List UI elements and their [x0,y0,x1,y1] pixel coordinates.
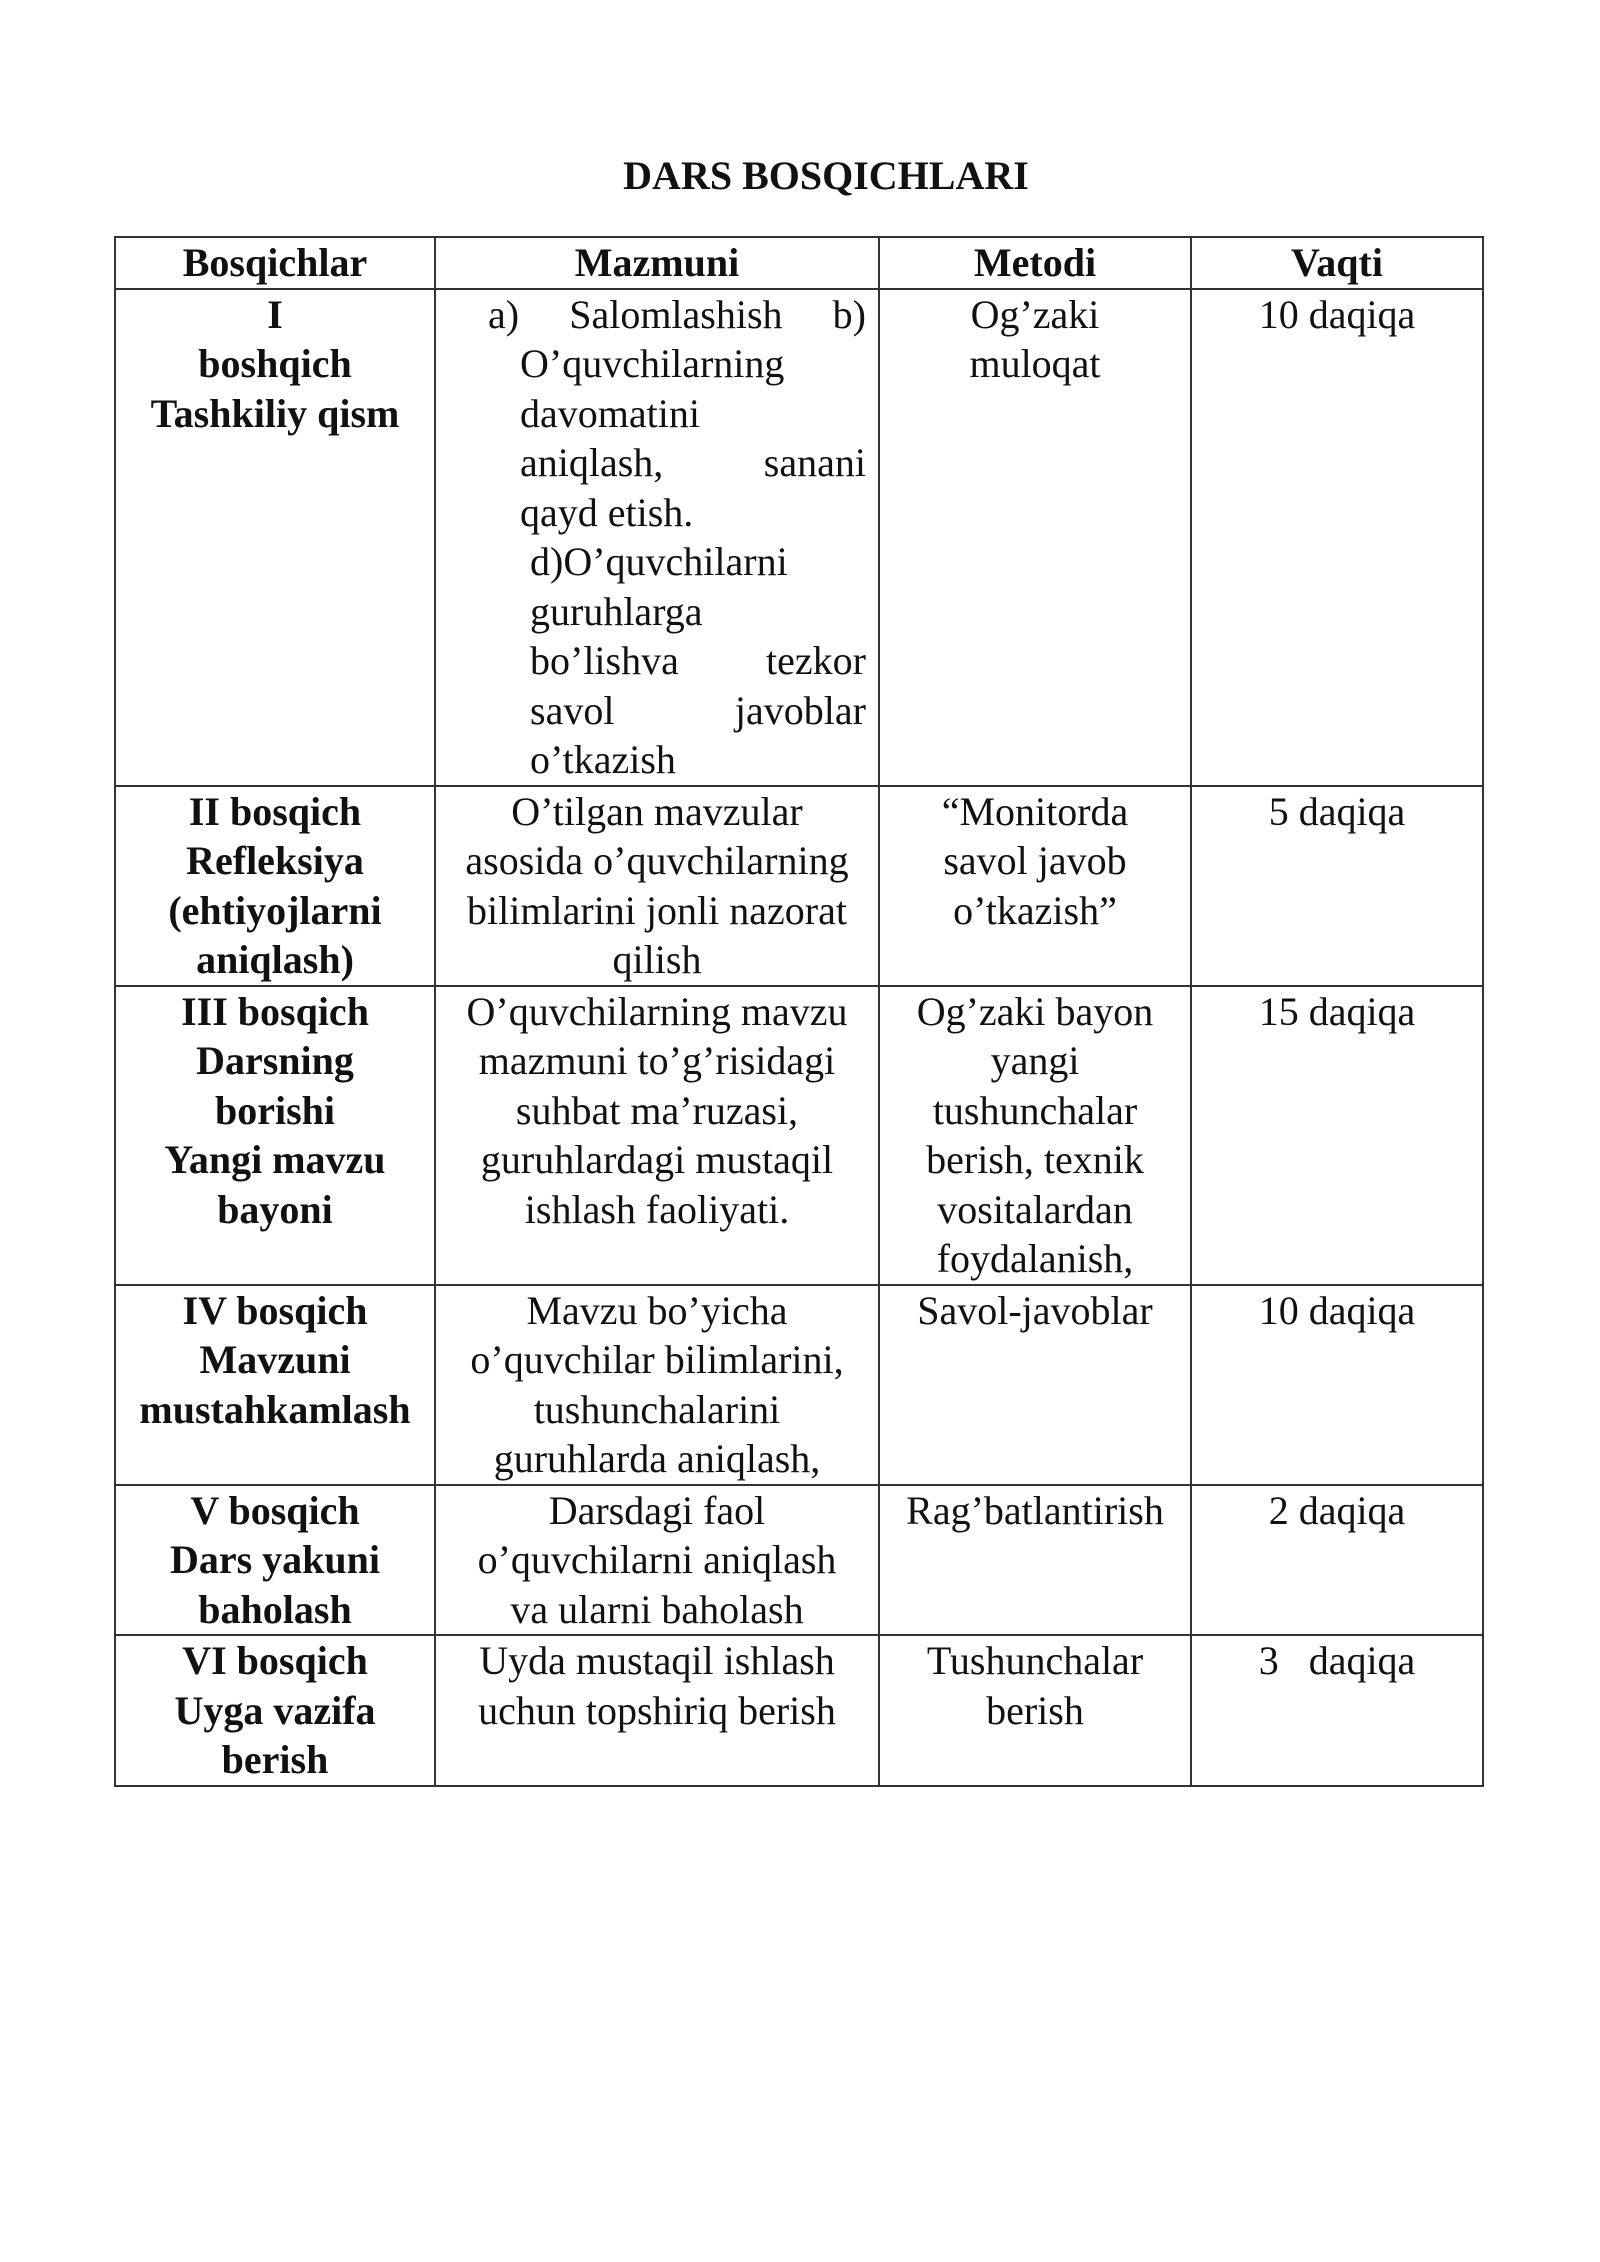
header-method: Metodi [879,237,1191,289]
stage-cell [115,1285,435,1485]
content-line: guruhlardagi mustaqil [480,1137,834,1182]
stage-line: III bosqich [181,988,369,1034]
content-line: bilimlarini jonli nazorat [467,887,847,933]
content-cell [435,1285,879,1485]
content-line: mazmuni to’g’risidagi [478,1038,836,1083]
method-cell [879,1635,1191,1786]
list-marker-a: a) [488,291,520,337]
table-header-row [115,237,1483,289]
content-line: qilish [612,937,702,982]
stage-line: Darsning [196,1038,354,1083]
content-line: O’tilgan mavzular [511,788,803,834]
header-time: Vaqti [1191,237,1483,289]
time-cell: 10 daqiqa [1191,1285,1483,1485]
content-line: Uyda mustaqil ishlash [479,1638,835,1683]
content-line: aniqlash, sanani [520,440,866,485]
stage-cell [115,1635,435,1786]
content-line: qayd etish. [520,489,694,535]
stage-cell [115,986,435,1285]
content-line: uchun topshiriq berish [478,1687,836,1733]
stage-cell [115,289,435,786]
content-cell [435,1635,879,1786]
method-line: Savol-javoblar [917,1287,1153,1333]
header-content: Mazmuni [435,237,879,289]
table-row [115,1485,1483,1636]
method-line: yangi [990,1038,1080,1083]
content-line: guruhlarga [530,588,703,634]
content-line: asosida o’quvchilarning [465,838,849,883]
stage-line: Yangi mavzu [164,1137,386,1182]
content-line: o’tkazish [530,737,676,782]
content-line: O’quvchilarning mavzu [466,988,848,1034]
content-cell [435,1485,879,1636]
method-cell [879,289,1191,786]
method-cell [879,986,1191,1285]
content-line: O’quvchilarning [520,341,785,386]
time-cell: 2 daqiqa [1191,1485,1483,1636]
stage-line: V bosqich [190,1487,360,1533]
stage-cell [115,1485,435,1636]
content-line: bo’lishva tezkor [530,638,866,683]
method-line: foydalanish, [936,1236,1134,1281]
content-line: d)O’quvchilarni [530,539,788,584]
page-title: DARS BOSQICHLARI [623,153,1029,198]
table-row [115,786,1483,986]
method-line: Og’zaki bayon [916,988,1154,1034]
method-line: tushunchalar [932,1087,1138,1133]
stage-line: II bosqich [188,788,362,834]
method-line: savol javob [943,838,1127,883]
method-line: Tushunchalar [926,1638,1144,1683]
method-line: “Monitorda [941,788,1129,834]
stage-line: aniqlash) [196,937,354,982]
content-line: va ularni baholash [510,1586,804,1632]
content-line: guruhlarda aniqlash, [493,1436,821,1481]
content-line: suhbat ma’ruzasi, [515,1087,799,1133]
content-line: o’quvchilarni aniqlash [477,1537,837,1582]
method-line: berish [986,1687,1084,1733]
content-line: savol javoblar [530,687,866,733]
header-stages: Bosqichlar [115,237,435,289]
table-row [115,986,1483,1285]
stage-line: borishi [214,1087,336,1133]
content-line: davomatini [520,390,700,436]
content-cell [435,786,879,986]
table-row [115,1285,1483,1485]
stage-line: bayoni [217,1186,333,1232]
method-cell [879,786,1191,986]
stage-line: boshqich [198,341,352,386]
stage-line: I [267,291,283,337]
stage-line: (ehtiyojlarni [168,887,382,933]
content-line: o’quvchilar bilimlarini, [470,1337,844,1382]
method-cell [879,1485,1191,1636]
stage-line: baholash [198,1586,352,1632]
time-cell: 5 daqiqa [1191,786,1483,986]
content-line: Darsdagi faol [548,1487,766,1533]
time-cell: 15 daqiqa [1191,986,1483,1285]
stage-line: Dars yakuni [169,1537,381,1582]
content-cell [435,289,879,786]
content-line: Mavzu bo’yicha [526,1287,788,1333]
table-row [115,289,1483,786]
stage-line: IV bosqich [182,1287,368,1333]
stage-line: Tashkiliy qism [150,390,400,436]
time-cell: 10 daqiqa [1191,289,1483,786]
time-cell: 3 daqiqa [1191,1635,1483,1786]
content-list-first-line [448,290,866,340]
stage-line: mustahkamlash [139,1386,411,1432]
stage-line: berish [221,1737,329,1782]
stage-cell [115,786,435,986]
lesson-stages-table [114,236,1484,1787]
method-cell [879,1285,1191,1485]
method-line: Rag’batlantirish [906,1487,1164,1533]
stage-line: Mavzuni [199,1337,351,1382]
method-line: muloqat [969,341,1101,386]
method-line: Og’zaki [970,291,1100,337]
content-cell [435,986,879,1285]
content-word: Salomlashish [569,291,783,337]
stage-line: Refleksiya [186,838,364,883]
stage-line: Uyga vazifa [174,1687,376,1733]
method-line: vositalardan [937,1186,1133,1232]
content-line: ishlash faoliyati. [524,1186,790,1232]
stage-line: VI bosqich [182,1638,368,1683]
content-line: tushunchalarini [533,1386,781,1432]
list-marker-b: b) [832,291,866,337]
method-line: berish, texnik [926,1137,1144,1182]
method-line: o’tkazish” [953,887,1117,933]
table-row [115,1635,1483,1786]
